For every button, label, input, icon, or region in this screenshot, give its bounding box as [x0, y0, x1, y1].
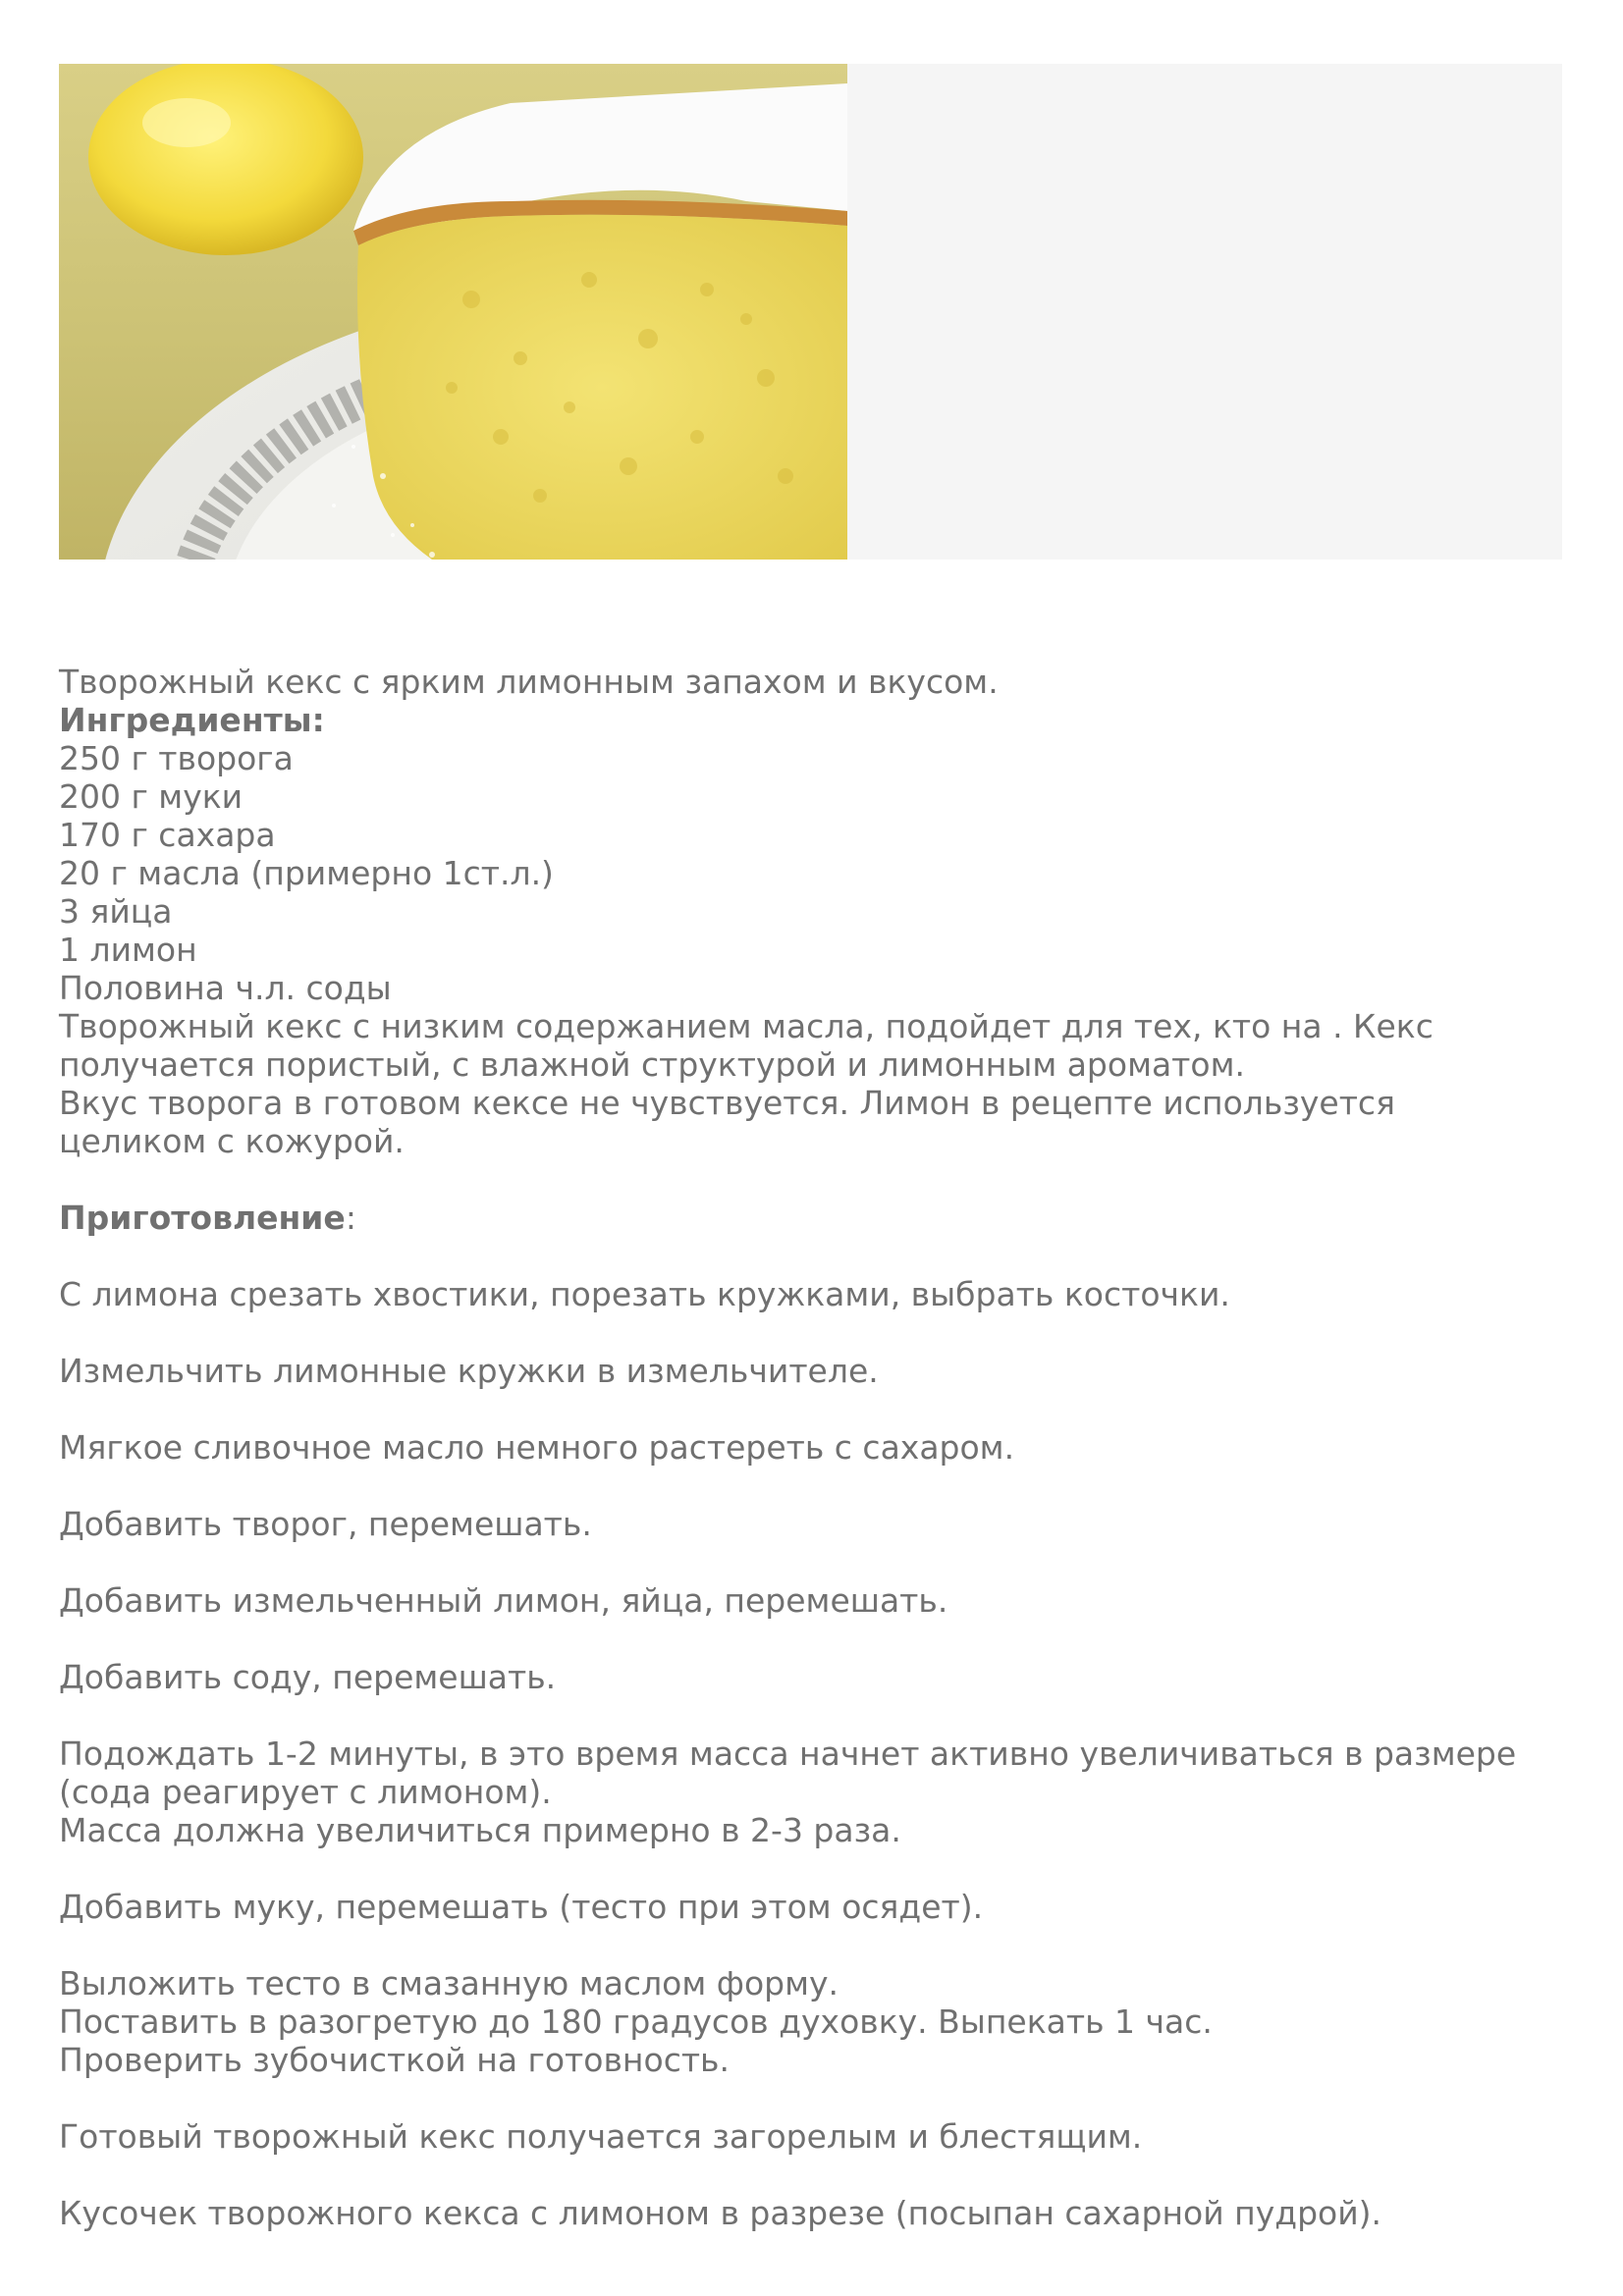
- lemon-shape: [88, 64, 363, 255]
- step-line: Добавить измельченный лимон, яйца, перемешать.: [59, 1581, 948, 1620]
- step-line: Мягкое сливочное масло немного растереть с сахаром.: [59, 1428, 1015, 1467]
- description-line: Творожный кекс с низким содержанием масла, подойдет для тех, кто на . Кекс: [59, 1007, 1434, 1045]
- step-line: Добавить творог, перемешать.: [59, 1505, 592, 1543]
- description-line: Вкус творога в готовом кексе не чувствуется. Лимон в рецепте используется: [59, 1084, 1395, 1122]
- preparation-colon: :: [345, 1199, 356, 1237]
- preparation-heading: Приготовление: [59, 1199, 346, 1237]
- hero-image-area: [59, 64, 1562, 560]
- intro-text: Творожный кекс с ярким лимонным запахом и вкусом.: [59, 663, 999, 701]
- recipe-text: [59, 663, 1571, 2232]
- step-line: С лимона срезать хвостики, порезать кружками, выбрать косточки.: [59, 1275, 1230, 1313]
- step-line: Добавить соду, перемешать.: [59, 1658, 557, 1696]
- step-line: Кусочек творожного кекса с лимоном в разрезе (посыпан сахарной пудрой).: [59, 2194, 1382, 2232]
- step-line: Добавить муку, перемешать (тесто при этом осядет).: [59, 1888, 984, 1926]
- description-line: получается пористый, с влажной структурой и лимонным ароматом.: [59, 1045, 1245, 1084]
- step-line: Масса должна увеличиться примерно в 2-3 раза.: [59, 1811, 901, 1849]
- step-line: Проверить зубочисткой на готовность.: [59, 2041, 730, 2079]
- ingredient-item: 170 г сахара: [59, 816, 276, 854]
- ingredient-item: 200 г муки: [59, 777, 243, 816]
- step-line: (сода реагирует с лимоном).: [59, 1773, 552, 1811]
- step-line: Измельчить лимонные кружки в измельчителе.: [59, 1352, 879, 1390]
- ingredient-item: 1 лимон: [59, 931, 197, 969]
- ingredient-item: 20 г масла (примерно 1ст.л.): [59, 854, 554, 892]
- cake-crumb: [357, 215, 847, 560]
- step-line: Готовый творожный кекс получается загорелым и блестящим.: [59, 2117, 1143, 2156]
- ingredient-item: 3 яйца: [59, 892, 173, 931]
- ingredient-item: Половина ч.л. соды: [59, 969, 392, 1007]
- lemon-cake-photo: [59, 64, 847, 560]
- step-line: Выложить тесто в смазанную маслом форму.: [59, 1964, 839, 2002]
- ingredient-item: 250 г творога: [59, 739, 294, 777]
- step-line: Подождать 1-2 минуты, в это время масса начнет активно увеличиваться в размере: [59, 1735, 1517, 1773]
- description-line: целиком с кожурой.: [59, 1122, 405, 1160]
- step-line: Поставить в разогретую до 180 градусов духовку. Выпекать 1 час.: [59, 2002, 1213, 2041]
- preparation-heading-line: [59, 1199, 1571, 1237]
- ingredients-heading: Ингредиенты:: [59, 701, 325, 739]
